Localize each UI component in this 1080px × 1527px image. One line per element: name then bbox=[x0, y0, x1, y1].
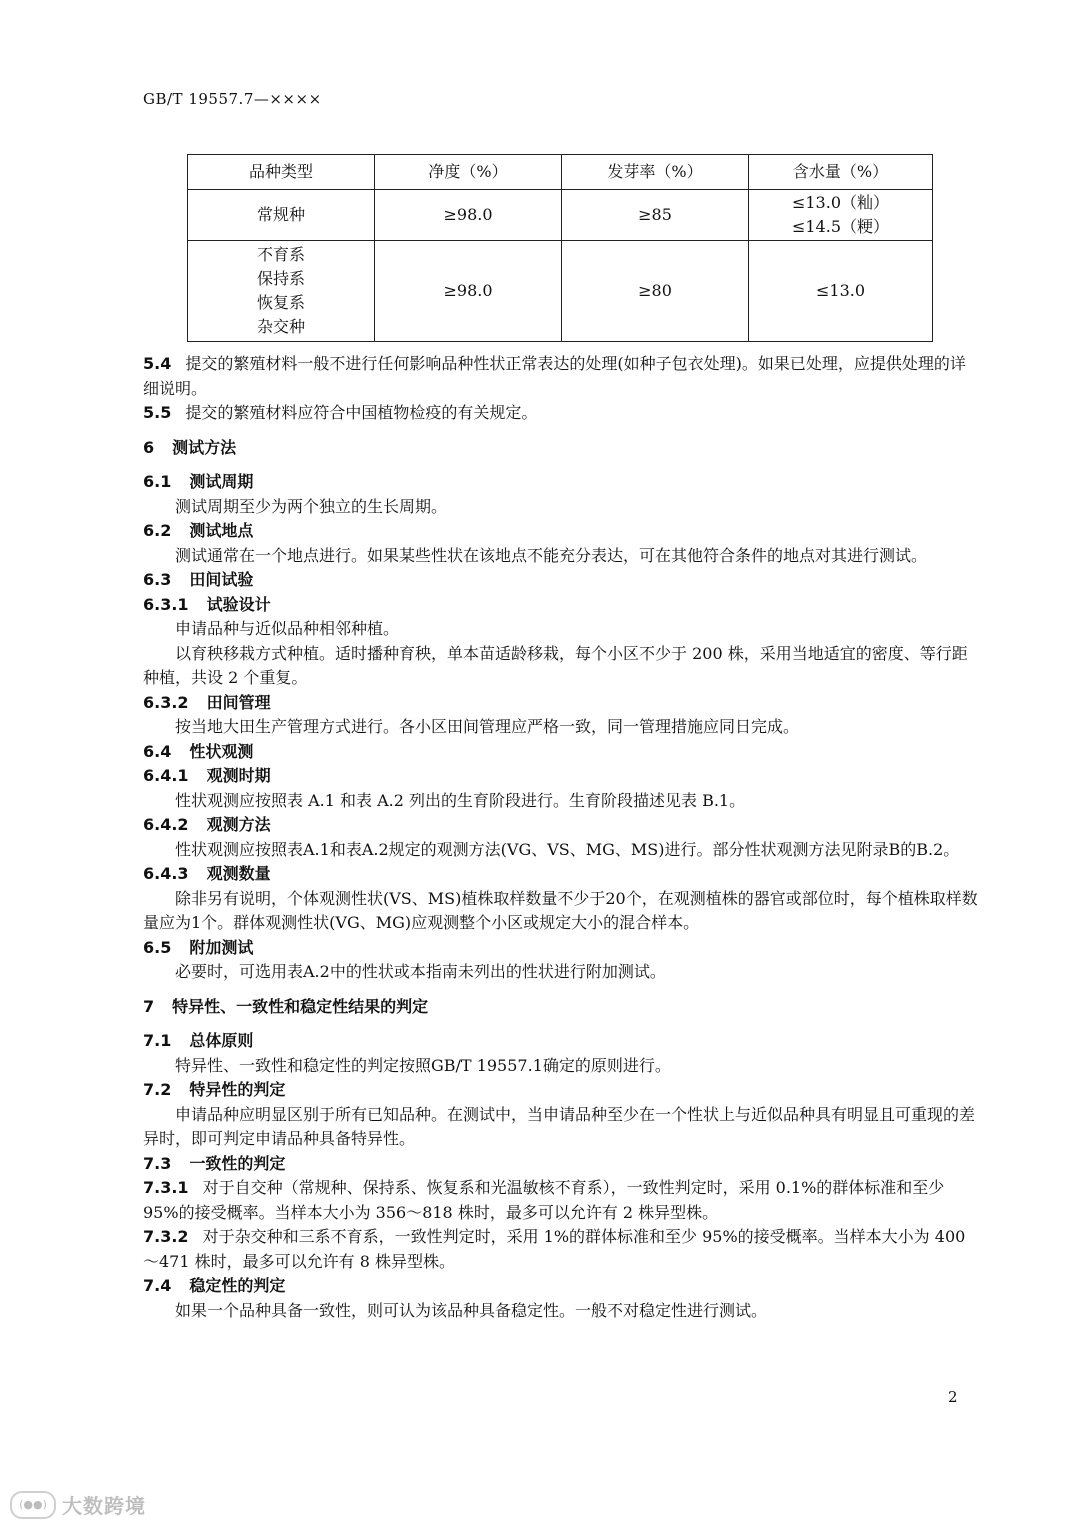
clause-6-3-1-body-1: 申请品种与近似品种相邻种植。 bbox=[175, 619, 400, 638]
cell-moisture: ≤13.0（籼） ≤14.5（粳） bbox=[749, 190, 933, 241]
page-number: 2 bbox=[948, 1388, 958, 1406]
clause-6-4-3-body: 除非另有说明，个体观测性状(VS、MS)植株取样数量不少于20个，在观测植株的器官或部位时，每个植株取样数量应为1个。群体观测性状(VG、MG)应观测整个小区或规定大小的混合样本。 bbox=[143, 888, 978, 932]
clause-6-3-1-body-2: 以育秧移栽方式种植。适时播种育秧，单本苗适龄移栽，每个小区不少于 200 株，采用当地适宜的密度、等行距种植，共设 2 个重复。 bbox=[143, 643, 968, 687]
seed-quality-table bbox=[187, 154, 933, 342]
header-moisture: 含水量（%） bbox=[749, 155, 933, 190]
clause-7-4-heading: 7.4 稳定性的判定 bbox=[143, 1276, 286, 1295]
cell-moisture: ≤13.0 bbox=[749, 241, 933, 342]
clause-6-3-2-heading: 6.3.2 田间管理 bbox=[143, 692, 271, 712]
clause-5-5: 5.5 提交的繁殖材料应符合中国植物检疫的有关规定。 bbox=[143, 403, 538, 422]
section-6-heading: 6 测试方法 bbox=[143, 437, 237, 457]
clause-7-3-heading: 7.3 一致性的判定 bbox=[143, 1153, 286, 1173]
clause-6-1-body: 测试周期至少为两个独立的生长周期。 bbox=[175, 496, 448, 516]
clause-6-5-body: 必要时，可选用表A.2中的性状或本指南未列出的性状进行附加测试。 bbox=[175, 962, 666, 981]
clause-7-3-1: 7.3.1 对于自交种（常规种、保持系、恢复系和光温敏核不育系），一致性判定时，采用 0.1%的群体标准和至少 95%的接受概率。当样本大小为 356～818 株时，最多可以允许有 2 株异型株。 bbox=[143, 1178, 945, 1222]
cell-germination: ≥85 bbox=[562, 190, 749, 241]
section-7-heading: 7 特异性、一致性和稳定性结果的判定 bbox=[143, 996, 429, 1016]
clause-6-4-heading: 6.4 性状观测 bbox=[143, 741, 254, 761]
watermark-text: 大数跨境 bbox=[62, 1494, 146, 1518]
clause-6-2-body: 测试通常在一个地点进行。如果某些性状在该地点不能充分表达，可在其他符合条件的地点对其进行测试。 bbox=[175, 545, 928, 565]
document-code: GB/T 19557.7—×××× bbox=[143, 90, 322, 108]
clause-7-2-body: 申请品种应明显区别于所有已知品种。在测试中，当申请品种至少在一个性状上与近似品种具有明显且可重现的差异时，即可判定申请品种具备特异性。 bbox=[143, 1104, 976, 1148]
clause-6-4-2-heading: 6.4.2 观测方法 bbox=[143, 815, 271, 834]
clause-7-3-2: 7.3.2 对于杂交种和三系不育系，一致性判定时，采用 1%的群体标准和至少 95%的接受概率。当样本大小为 400～471 株时，最多可以允许有 8 株异型株。 bbox=[143, 1227, 966, 1271]
cell-purity: ≥98.0 bbox=[375, 241, 562, 342]
clause-6-4-1-body: 性状观测应按照表 A.1 和表 A.2 列出的生育阶段进行。生育阶段描述见表 B.1。 bbox=[175, 790, 746, 810]
watermark-logo-icon: (●●) bbox=[10, 1491, 56, 1519]
document-body bbox=[143, 352, 981, 1323]
clause-6-1-heading: 6.1 测试周期 bbox=[143, 472, 254, 491]
clause-6-4-2-body: 性状观测应按照表A.1和表A.2规定的观测方法(VG、VS、MG、MS)进行。部分性状观测方法见附录B的B.2。 bbox=[175, 839, 960, 859]
clause-6-5-heading: 6.5 附加测试 bbox=[143, 937, 254, 957]
clause-6-3-heading: 6.3 田间试验 bbox=[143, 570, 254, 589]
clause-6-4-1-heading: 6.4.1 观测时期 bbox=[143, 766, 271, 785]
header-purity: 净度（%） bbox=[375, 155, 562, 190]
header-germination: 发芽率（%） bbox=[562, 155, 749, 190]
clause-7-4-body: 如果一个品种具备一致性，则可认为该品种具备稳定性。一般不对稳定性进行测试。 bbox=[175, 1300, 768, 1320]
table-header-row bbox=[188, 155, 933, 190]
cell-variety-type: 常规种 bbox=[188, 190, 375, 241]
cell-purity: ≥98.0 bbox=[375, 190, 562, 241]
clause-7-1-body: 特异性、一致性和稳定性的判定按照GB/T 19557.1确定的原则进行。 bbox=[175, 1055, 671, 1075]
clause-7-1-heading: 7.1 总体原则 bbox=[143, 1031, 254, 1050]
clause-6-3-2-body: 按当地大田生产管理方式进行。各小区田间管理应严格一致，同一管理措施应同日完成。 bbox=[175, 717, 800, 736]
table-row bbox=[188, 241, 933, 342]
watermark bbox=[10, 1490, 146, 1519]
clause-6-3-1-heading: 6.3.1 试验设计 bbox=[143, 594, 271, 614]
header-variety-type: 品种类型 bbox=[188, 155, 375, 190]
cell-variety-type: 不育系 保持系 恢复系 杂交种 bbox=[188, 241, 375, 342]
clause-7-2-heading: 7.2 特异性的判定 bbox=[143, 1080, 286, 1099]
cell-germination: ≥80 bbox=[562, 241, 749, 342]
clause-6-4-3-heading: 6.4.3 观测数量 bbox=[143, 864, 271, 883]
table-row bbox=[188, 190, 933, 241]
clause-6-2-heading: 6.2 测试地点 bbox=[143, 521, 254, 540]
clause-5-4: 5.4 提交的繁殖材料一般不进行任何影响品种性状正常表达的处理(如种子包衣处理)。如果已处理，应提供处理的详细说明。 bbox=[143, 354, 966, 398]
